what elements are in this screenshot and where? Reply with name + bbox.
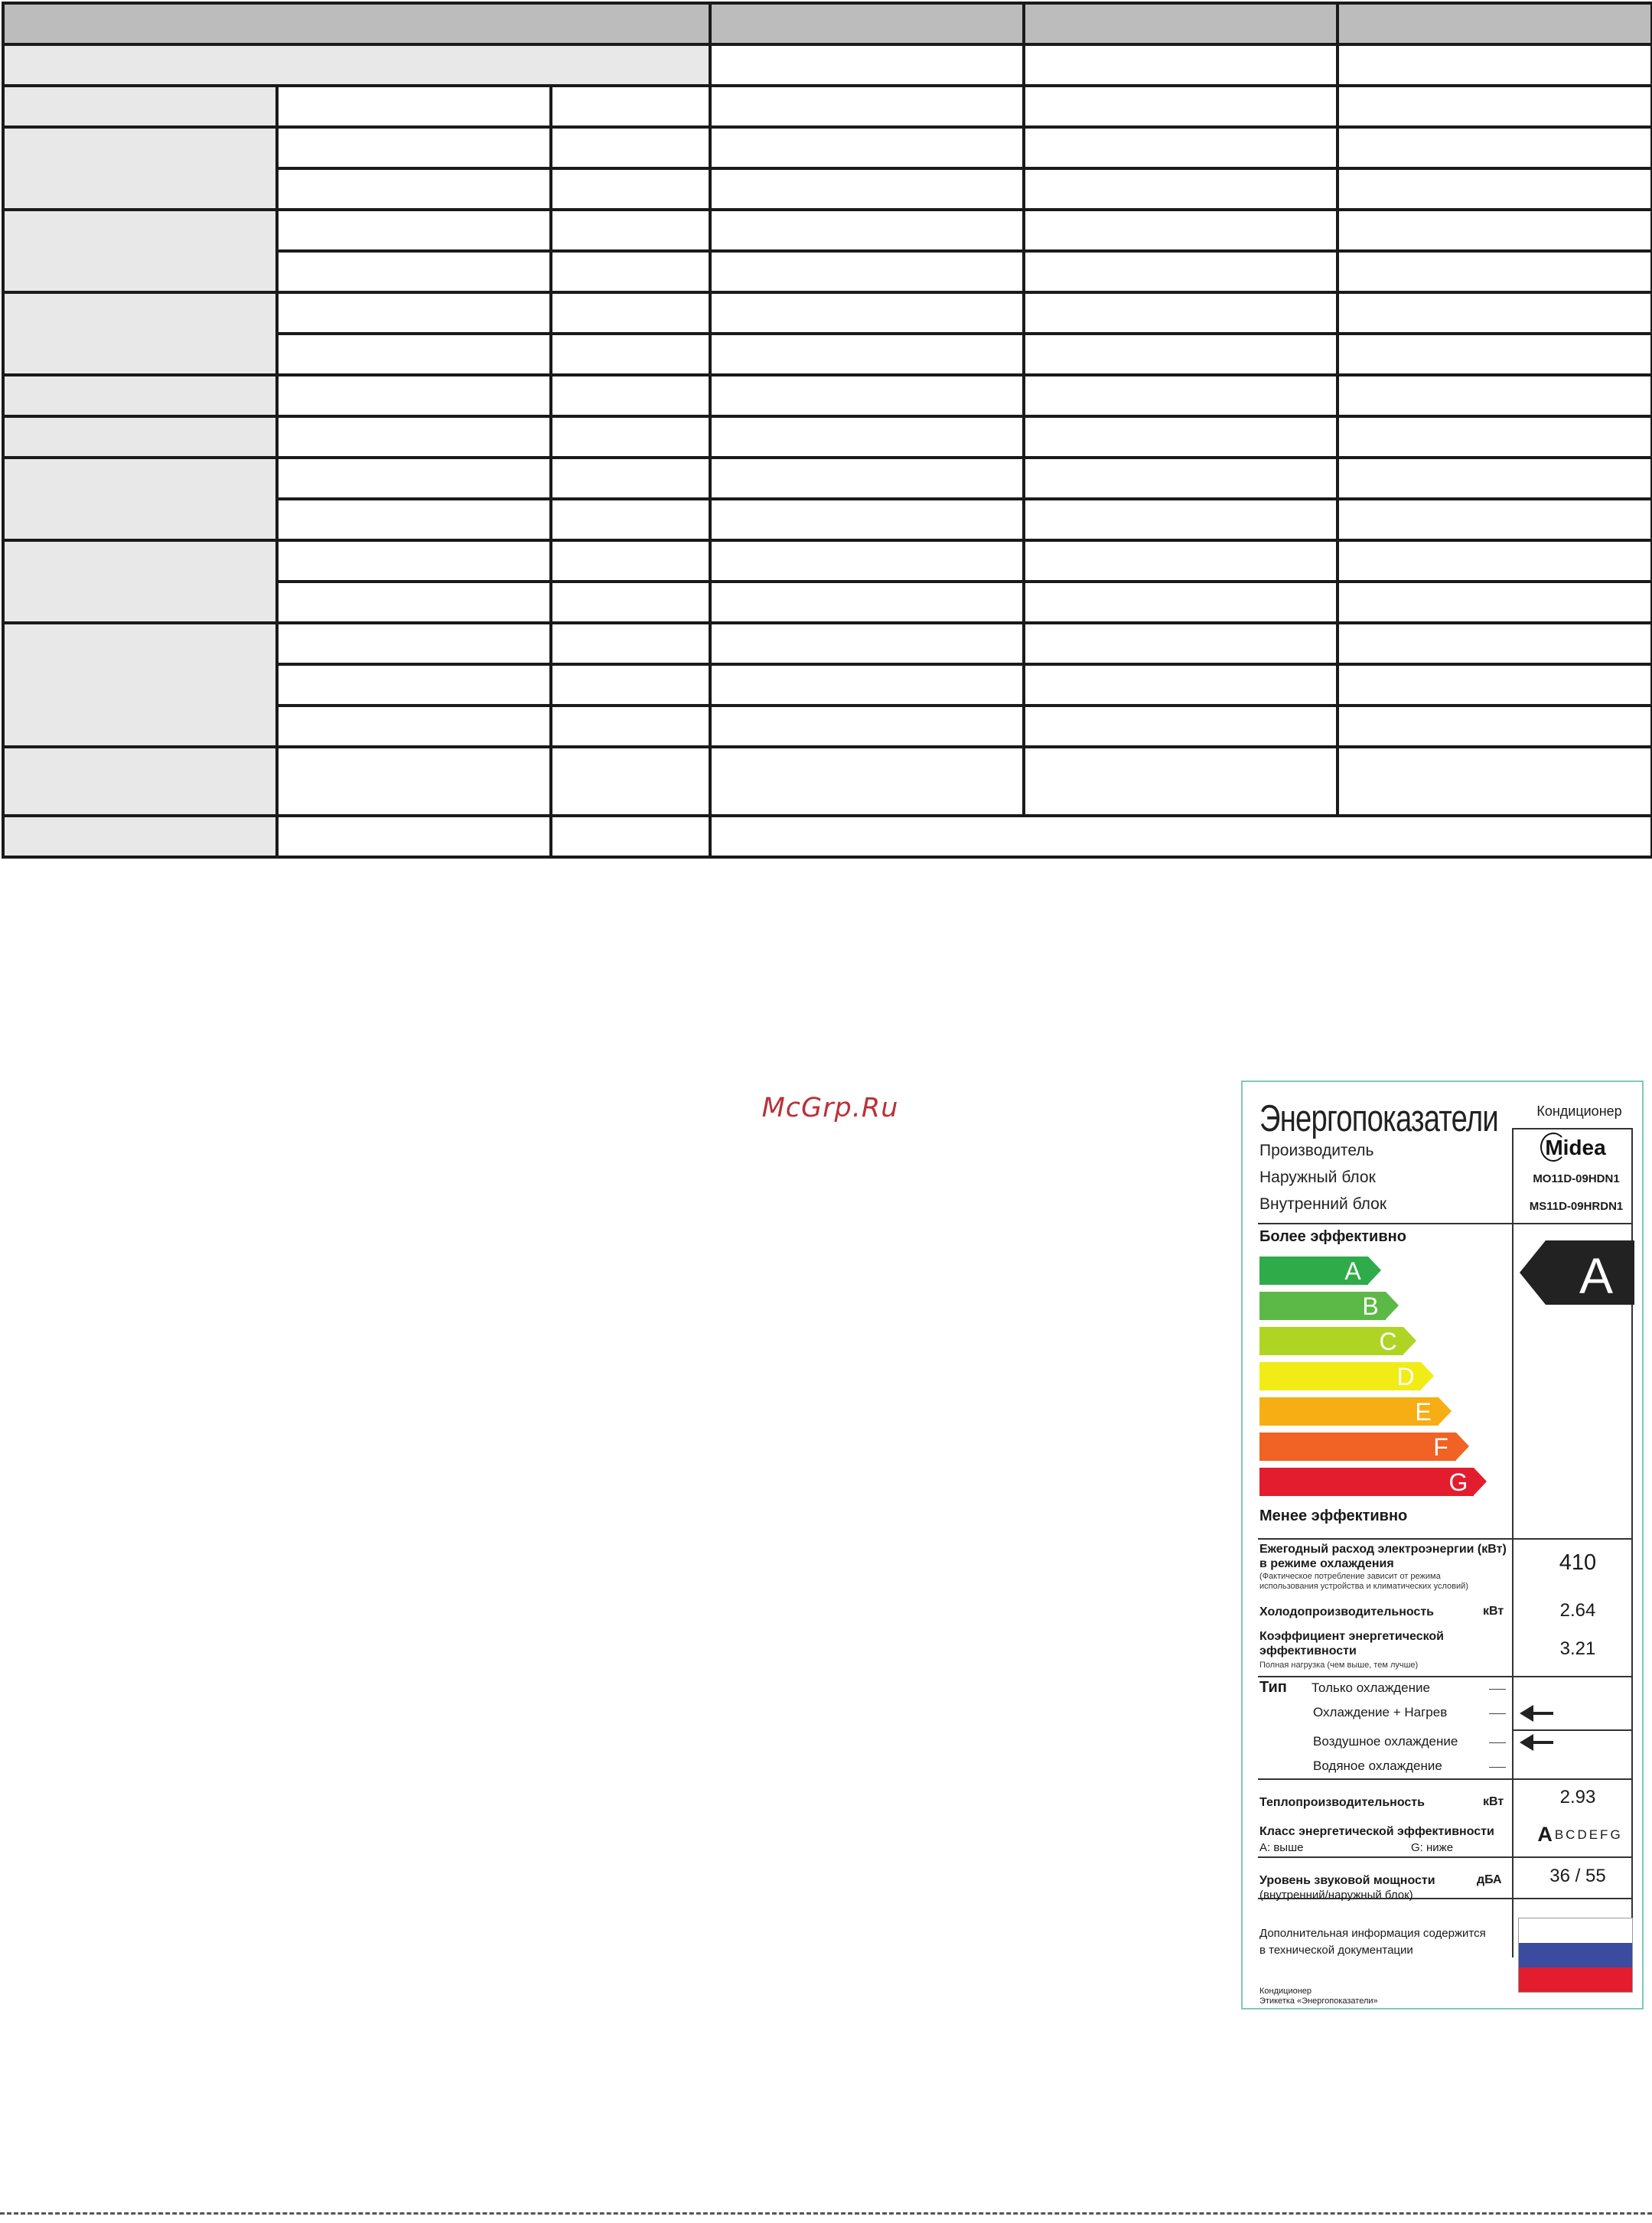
table-cell xyxy=(277,251,551,292)
table-label-cell xyxy=(3,816,277,857)
type-dash xyxy=(1489,1742,1506,1743)
table-cell xyxy=(1338,86,1652,127)
table-cell xyxy=(1338,458,1652,499)
type-label: Тип xyxy=(1259,1679,1287,1696)
table-cell xyxy=(551,540,710,582)
table-cell xyxy=(710,86,1024,127)
table-row xyxy=(3,816,1652,857)
table-cell xyxy=(551,210,710,251)
russia-flag xyxy=(1518,1918,1633,1993)
type-option: Водяное охлаждение xyxy=(1313,1759,1442,1773)
label-divider xyxy=(1512,1729,1633,1731)
heating-class-rest: BCDEFG xyxy=(1554,1827,1623,1842)
table-label-cell xyxy=(3,210,277,292)
noise-value: 36 / 55 xyxy=(1549,1866,1606,1886)
table-cell xyxy=(1024,747,1338,816)
efficiency-bar-letter: B xyxy=(1362,1292,1379,1320)
efficiency-bar-letter: E xyxy=(1415,1398,1432,1426)
indoor-unit-label: Внутренний блок xyxy=(1259,1195,1387,1213)
table-cell xyxy=(551,334,710,375)
heating-capacity-value: 2.93 xyxy=(1559,1787,1596,1807)
label-category: Кондиционер xyxy=(1536,1103,1622,1119)
table-row xyxy=(3,416,1652,458)
table-row xyxy=(3,210,1652,251)
table-cell xyxy=(277,623,551,664)
table-header-cell xyxy=(3,3,710,44)
table-row xyxy=(3,3,1652,44)
table-cell xyxy=(1338,168,1652,210)
table-cell xyxy=(1338,210,1652,251)
table-cell xyxy=(277,86,551,127)
table-label-cell xyxy=(3,623,277,747)
table-cell xyxy=(551,623,710,664)
table-cell xyxy=(1338,664,1652,706)
table-cell xyxy=(1024,664,1338,706)
flag-stripe xyxy=(1519,1918,1632,1943)
table-cell xyxy=(1024,86,1338,127)
cooling-capacity-label: Холодопроизводительность xyxy=(1259,1605,1434,1618)
table-row xyxy=(3,44,1652,86)
energy-label xyxy=(1241,1081,1644,2010)
rated-class-badge xyxy=(1520,1240,1634,1305)
footer-info: Дополнительная информация содержится в технической документации xyxy=(1259,1927,1486,1957)
table-cell xyxy=(710,168,1024,210)
table-cell xyxy=(277,127,551,168)
indoor-unit-model: MS11D-09HRDN1 xyxy=(1529,1200,1624,1213)
page-divider xyxy=(0,2212,1652,2215)
table-cell xyxy=(277,292,551,334)
efficiency-bar-e xyxy=(1259,1397,1452,1426)
table-label-cell xyxy=(3,292,277,375)
table-cell xyxy=(551,292,710,334)
cooling-capacity-unit: кВт xyxy=(1483,1605,1504,1618)
table-cell xyxy=(277,416,551,458)
table-cell xyxy=(551,251,710,292)
table-label-cell xyxy=(3,540,277,623)
efficiency-bar-f xyxy=(1259,1433,1469,1461)
selected-arrow-icon xyxy=(1520,1705,1553,1722)
table-cell xyxy=(551,816,710,857)
table-cell xyxy=(277,706,551,747)
table-row xyxy=(3,292,1652,334)
type-option: Только охлаждение xyxy=(1311,1680,1430,1695)
table-cell xyxy=(1338,582,1652,623)
table-cell xyxy=(277,664,551,706)
table-cell xyxy=(1024,334,1338,375)
table-cell xyxy=(1338,292,1652,334)
footer-small: Кондиционер Этикетка «Энергопоказатели» xyxy=(1259,1987,1378,2006)
table-cell xyxy=(1338,251,1652,292)
table-label-cell xyxy=(3,416,277,458)
label-divider xyxy=(1258,1778,1633,1780)
table-header-cell xyxy=(1024,3,1338,44)
heating-class-scale xyxy=(1524,1823,1636,1847)
table-cell xyxy=(1338,334,1652,375)
table-row xyxy=(3,747,1652,816)
heating-class-g-note: G: ниже xyxy=(1411,1841,1454,1854)
table-row xyxy=(3,127,1652,168)
label-title: Энергопоказатели xyxy=(1259,1098,1498,1139)
label-divider xyxy=(1258,1856,1633,1858)
table-cell xyxy=(551,127,710,168)
cooling-capacity-value: 2.64 xyxy=(1559,1600,1596,1621)
manufacturer-label: Производитель xyxy=(1259,1142,1374,1159)
annual-consumption-value: 410 xyxy=(1559,1550,1597,1575)
table-row xyxy=(3,375,1652,416)
rated-class-letter: A xyxy=(1579,1247,1614,1304)
table-cell xyxy=(710,334,1024,375)
table-cell xyxy=(3,44,710,86)
table-cell xyxy=(1024,540,1338,582)
table-cell xyxy=(710,375,1024,416)
table-cell xyxy=(277,334,551,375)
noise-unit: дБА xyxy=(1477,1873,1502,1886)
annual-consumption-label: Ежегодный расход электроэнергии (кВт) в режиме охлаждения xyxy=(1259,1543,1507,1570)
efficiency-bar-d xyxy=(1259,1362,1434,1390)
table-cell xyxy=(1338,706,1652,747)
table-cell xyxy=(277,582,551,623)
watermark-text: McGrp.Ru xyxy=(761,1093,899,1123)
table-cell xyxy=(710,292,1024,334)
table-cell xyxy=(1338,747,1652,816)
efficiency-bar-a xyxy=(1259,1257,1381,1285)
table-cell xyxy=(277,458,551,499)
efficiency-bar-c xyxy=(1259,1327,1416,1355)
table-cell xyxy=(1338,540,1652,582)
table-cell xyxy=(277,210,551,251)
table-cell xyxy=(1338,127,1652,168)
table-row xyxy=(3,86,1652,127)
heating-capacity-label: Теплопроизводительность xyxy=(1259,1796,1425,1809)
annual-consumption-note: (Фактическое потребление зависит от режима использования устройства и климатических условий) xyxy=(1259,1572,1468,1591)
eer-note: Полная нагрузка (чем выше, тем лучше) xyxy=(1259,1661,1419,1670)
table-cell xyxy=(1024,458,1338,499)
table-cell xyxy=(1338,499,1652,540)
label-divider xyxy=(1258,1676,1633,1677)
table-row xyxy=(3,458,1652,499)
heating-class-a-note: A: выше xyxy=(1259,1841,1304,1854)
table-cell xyxy=(551,86,710,127)
table-cell xyxy=(1024,251,1338,292)
table-cell xyxy=(1338,44,1652,86)
brand-name: Midea xyxy=(1545,1136,1606,1159)
table-cell xyxy=(551,375,710,416)
table-cell xyxy=(1338,375,1652,416)
efficiency-bar-letter: D xyxy=(1396,1363,1415,1390)
table-cell xyxy=(1024,210,1338,251)
table-cell xyxy=(1338,623,1652,664)
efficiency-bar-letter: G xyxy=(1448,1468,1468,1496)
table-cell xyxy=(551,168,710,210)
label-divider xyxy=(1258,1223,1633,1224)
table-cell xyxy=(277,816,551,857)
table-cell xyxy=(710,210,1024,251)
table-cell xyxy=(1024,375,1338,416)
table-row xyxy=(3,540,1652,582)
outdoor-unit-label: Наружный блок xyxy=(1259,1169,1376,1186)
eer-value: 3.21 xyxy=(1559,1638,1596,1659)
table-cell xyxy=(551,706,710,747)
table-label-cell xyxy=(3,127,277,210)
label-divider xyxy=(1512,1128,1633,1129)
brand-logo xyxy=(1528,1136,1623,1160)
heating-class-selected: A xyxy=(1537,1823,1555,1846)
table-label-cell xyxy=(3,747,277,816)
table-cell xyxy=(277,499,551,540)
type-dash xyxy=(1489,1689,1506,1690)
outdoor-unit-model: MO11D-09HDN1 xyxy=(1533,1172,1620,1185)
table-cell xyxy=(1024,168,1338,210)
heating-class-label: Класс энергетической эффективности xyxy=(1259,1825,1494,1838)
type-option: Воздушное охлаждение xyxy=(1313,1734,1458,1749)
efficiency-bar-letter: C xyxy=(1379,1328,1397,1355)
table-cell xyxy=(1024,499,1338,540)
label-column-divider xyxy=(1512,1128,1514,1957)
table-cell xyxy=(277,747,551,816)
table-cell xyxy=(710,251,1024,292)
table-cell xyxy=(551,458,710,499)
table-cell xyxy=(1024,292,1338,334)
efficiency-bar-b xyxy=(1259,1292,1399,1320)
type-option: Охлаждение + Нагрев xyxy=(1313,1705,1448,1719)
table-cell xyxy=(277,375,551,416)
table-cell xyxy=(710,816,1652,857)
type-dash xyxy=(1489,1713,1506,1714)
table-cell xyxy=(710,664,1024,706)
table-cell xyxy=(710,416,1024,458)
table-cell xyxy=(710,44,1024,86)
table-cell xyxy=(1024,44,1338,86)
efficiency-bar-g xyxy=(1259,1468,1487,1496)
table-cell xyxy=(551,416,710,458)
type-dash xyxy=(1489,1767,1506,1768)
table-cell xyxy=(1024,582,1338,623)
table-cell xyxy=(710,582,1024,623)
eer-label: Коэффициент энергетической эффективности xyxy=(1259,1630,1444,1657)
more-efficient-label: Более эффективно xyxy=(1259,1228,1406,1245)
table-cell xyxy=(710,706,1024,747)
table-cell xyxy=(1338,416,1652,458)
table-cell xyxy=(710,499,1024,540)
table-cell xyxy=(277,168,551,210)
table-cell xyxy=(1024,416,1338,458)
table-cell xyxy=(710,747,1024,816)
table-cell xyxy=(277,540,551,582)
flag-stripe xyxy=(1519,1967,1632,1992)
flag-stripe xyxy=(1519,1943,1632,1967)
spec-table xyxy=(2,2,1652,859)
table-cell xyxy=(551,664,710,706)
efficiency-bar-letter: F xyxy=(1433,1433,1448,1461)
table-label-cell xyxy=(3,375,277,416)
table-cell xyxy=(710,540,1024,582)
efficiency-bar-letter: A xyxy=(1344,1257,1361,1285)
table-cell xyxy=(551,747,710,816)
heating-capacity-unit: кВт xyxy=(1483,1795,1504,1808)
table-row xyxy=(3,623,1652,664)
table-header-cell xyxy=(710,3,1024,44)
label-divider xyxy=(1258,1538,1633,1540)
selected-arrow-icon xyxy=(1520,1734,1553,1751)
table-cell xyxy=(1024,706,1338,747)
table-cell xyxy=(551,499,710,540)
noise-label: Уровень звуковой мощности (внутренний/наружный блок) xyxy=(1259,1874,1435,1902)
table-cell xyxy=(710,623,1024,664)
table-cell xyxy=(710,127,1024,168)
table-cell xyxy=(710,458,1024,499)
table-cell xyxy=(551,582,710,623)
less-efficient-label: Менее эффективно xyxy=(1259,1508,1408,1524)
table-cell xyxy=(1024,623,1338,664)
table-header-cell xyxy=(1338,3,1652,44)
table-cell xyxy=(1024,127,1338,168)
table-label-cell xyxy=(3,86,277,127)
table-label-cell xyxy=(3,458,277,540)
